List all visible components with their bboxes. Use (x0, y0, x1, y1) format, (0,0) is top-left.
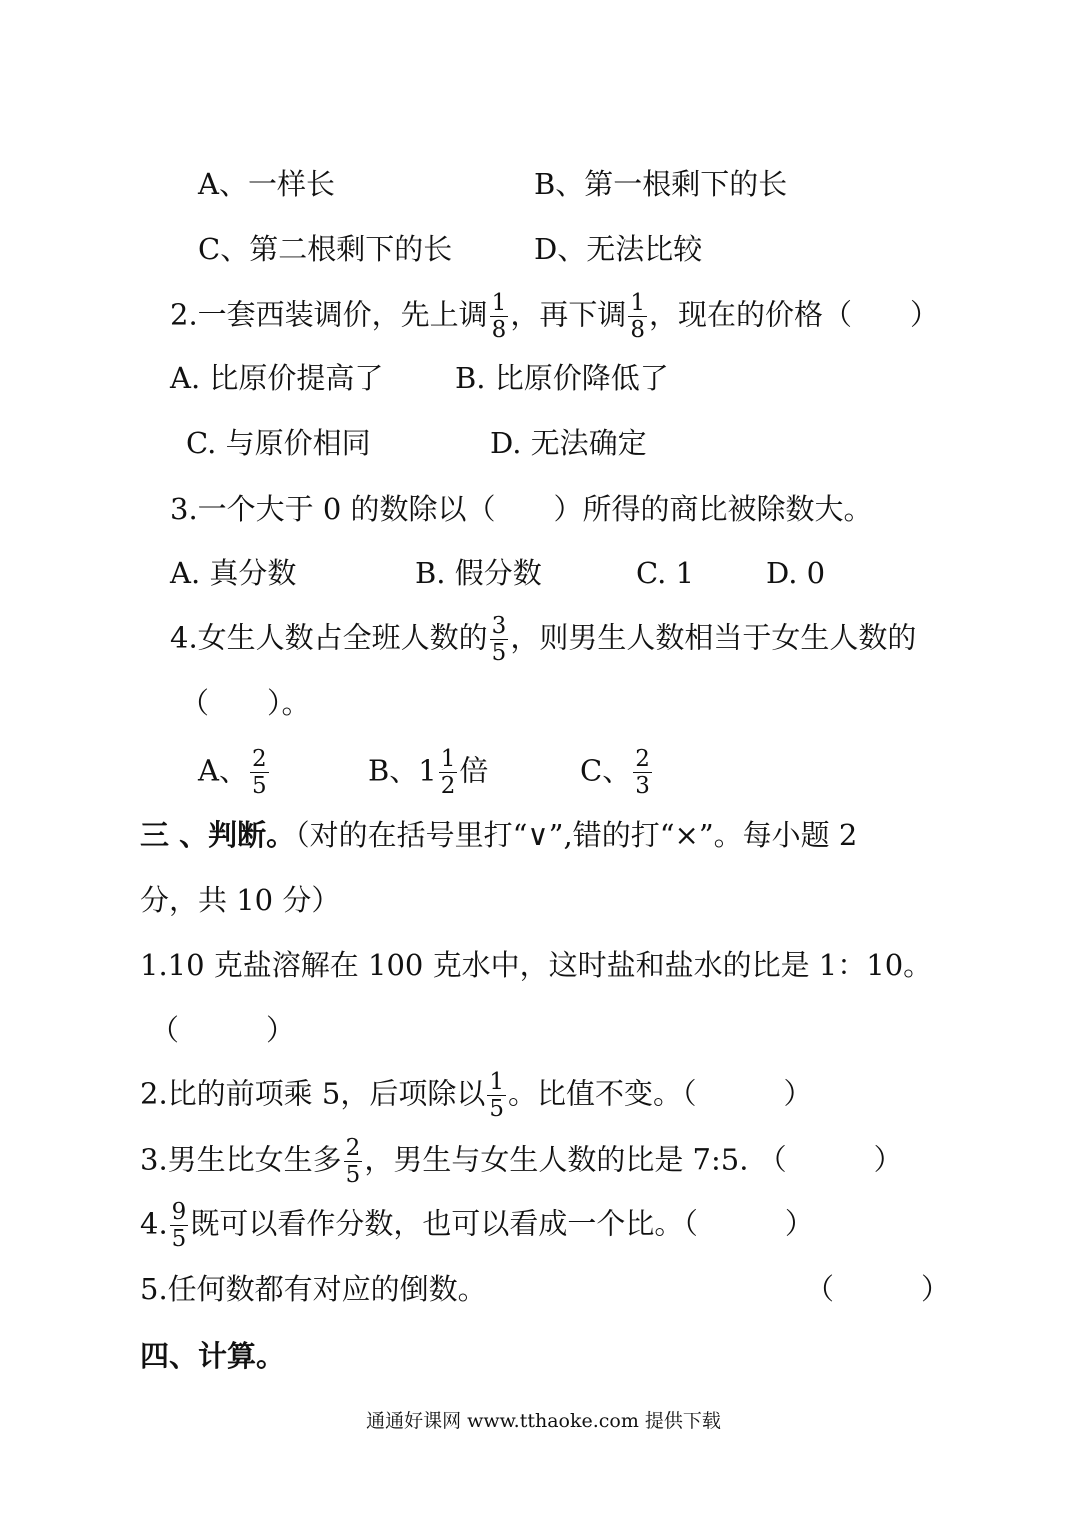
q1-option-c: C、第二根剩下的长 (198, 232, 453, 266)
q4-blank: （ ）。 (180, 686, 311, 720)
page-footer: 通通好课网 www.tthaoke.com 提供下载 (366, 1410, 721, 1432)
q3-option-a: A. 真分数 (170, 556, 297, 590)
q4-stem-part2: ，则男生人数相当于女生人数的 (510, 620, 917, 655)
q2-stem-part1: 2.一套西装调价，先上调 (170, 297, 488, 332)
q3-option-d: D. 0 (766, 556, 826, 590)
judge-q1-blank: （ ） (150, 1013, 296, 1047)
judge-q1: 1.10 克盐溶解在 100 克水中，这时盐和盐水的比是 1：10。 (140, 948, 933, 982)
q2-fraction-2: $\frac{1}{8}$ (630, 290, 645, 343)
judge-q4: 4. $\frac{9}{5}$ 既可以看作分数，也可以看成一个比。（ ） (140, 1199, 814, 1252)
q3-option-b: B. 假分数 (415, 556, 542, 590)
q4-stem (170, 613, 916, 666)
judge-q3-fraction: $\frac{2}{5}$ (345, 1135, 361, 1188)
q2-stem (170, 290, 939, 343)
judge-q4-fraction: $\frac{9}{5}$ (171, 1199, 187, 1252)
q4-stem-part1: 4.女生人数占全班人数的 (170, 620, 488, 655)
judge-q5: 5.任何数都有对应的倒数。 (140, 1272, 487, 1306)
q1-option-d: D、无法比较 (534, 232, 703, 266)
q2-stem-part2: ，再下调 (510, 297, 627, 332)
section3-instruction-2: 分，共 10 分） (140, 883, 341, 917)
q3-option-c: C. 1 (636, 556, 695, 590)
judge-q2-fraction: $\frac{1}{5}$ (489, 1069, 504, 1122)
q1-option-a: A、一样长 (198, 167, 335, 201)
q2-option-d: D. 无法确定 (490, 426, 647, 460)
q4-option-c-fraction: $\frac{2}{3}$ (635, 746, 650, 799)
q4-option-c: C、 $\frac{2}{3}$ (580, 746, 650, 799)
q4-option-a: A、 $\frac{2}{5}$ (198, 746, 267, 799)
q4-fraction: $\frac{3}{5}$ (491, 613, 507, 666)
section4-heading: 四、计算。 (140, 1339, 286, 1373)
section3-instruction-1: （对的在括号里打“∨”,错的打“×”。每小题 2 (295, 818, 858, 852)
q4-option-b: B、1 $\frac{1}{2}$ 倍 (368, 746, 489, 799)
q2-option-c: C. 与原价相同 (186, 426, 371, 460)
q1-option-b: B、第一根剩下的长 (534, 167, 788, 201)
q4-option-a-fraction: $\frac{2}{5}$ (251, 746, 267, 799)
q2-option-a: A. 比原价提高了 (170, 361, 384, 395)
judge-q3: 3.男生比女生多 $\frac{2}{5}$ ，男生与女生人数的比是 7:5. （ ） (140, 1135, 903, 1188)
section3-heading: 三 、判断。 (140, 818, 296, 852)
q2-option-b: B. 比原价降低了 (455, 361, 669, 395)
q2-stem-part3: ，现在的价格（ ） (648, 297, 939, 332)
q3-stem: 3.一个大于 0 的数除以（ ）所得的商比被除数大。 (170, 492, 873, 526)
judge-q5-blank: （ ） (805, 1272, 951, 1306)
section3-heading-line (140, 815, 857, 855)
judge-q2: 2.比的前项乘 5，后项除以 $\frac{1}{5}$ 。比值不变。（ ） (140, 1069, 813, 1122)
q4-option-b-fraction: $\frac{1}{2}$ (440, 746, 456, 799)
q2-fraction-1: $\frac{1}{8}$ (491, 290, 507, 343)
